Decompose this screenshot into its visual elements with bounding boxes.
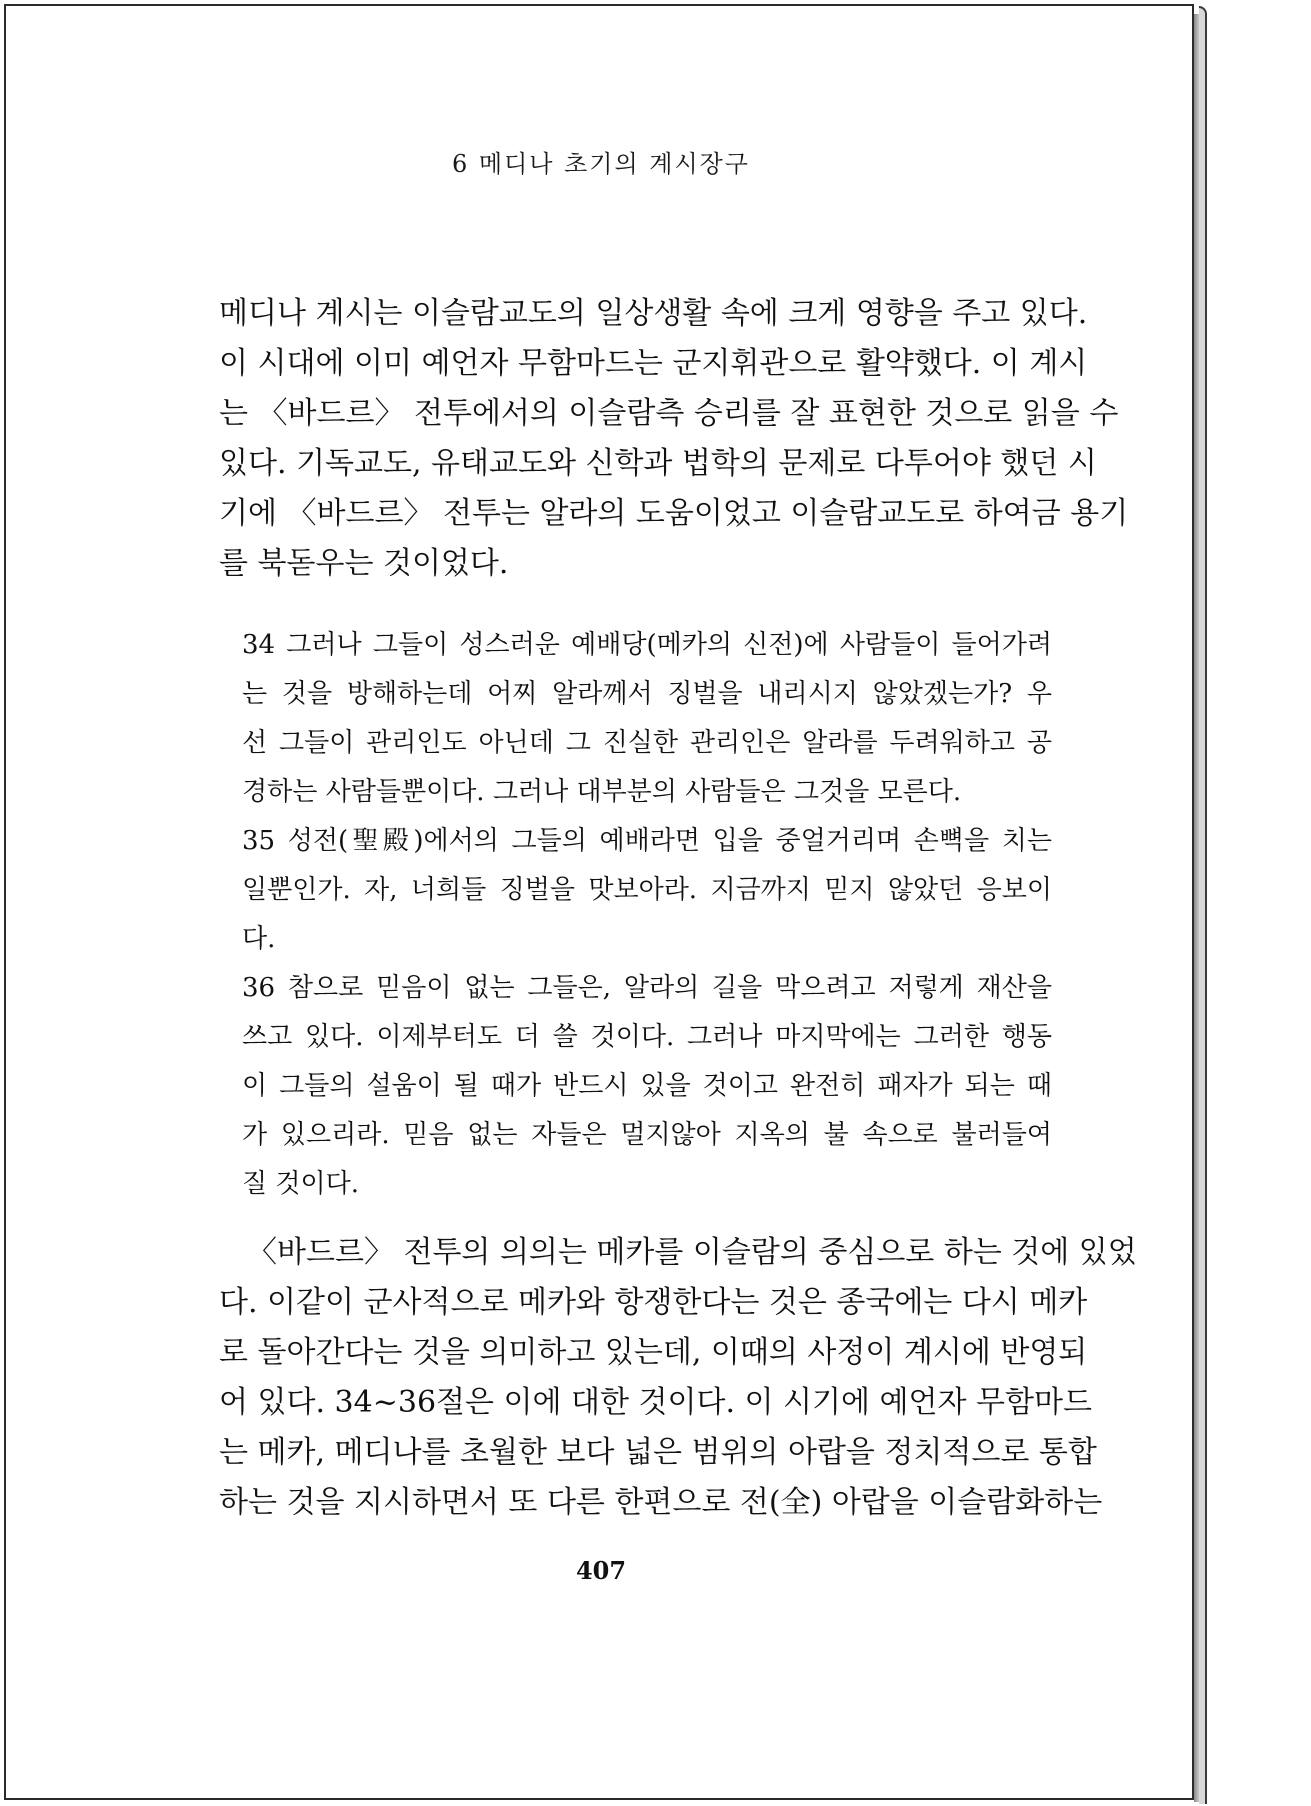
text-line: 다. 이같이 군사적으로 메카와 항쟁한다는 것은 종국에는 다시 메카: [219, 1285, 1088, 1320]
running-head: 6 메디나 초기의 계시장구: [452, 150, 750, 178]
page-curl-edge: [1199, 6, 1207, 1804]
text-line: 는 메카, 메디나를 초월한 보다 넓은 범위의 아랍을 정치적으로 통합: [219, 1435, 1097, 1470]
paragraph-1: [219, 289, 1129, 589]
text-line: 를 북돋우는 것이었다.: [219, 546, 509, 581]
page-number: 407: [575, 1556, 627, 1585]
verse-line: 34 그러나 그들이 성스러운 예배당(메카의 신전)에 사람들이 들어가려: [242, 630, 1052, 660]
text-line: 는 〈바드르〉 전투에서의 이슬람측 승리를 잘 표현한 것으로 읽을 수: [219, 396, 1119, 431]
verse-line: 일뿐인가. 자, 너희들 징벌을 맛보아라. 지금까지 믿지 않았던 응보이: [242, 875, 1052, 905]
text-line: 〈바드르〉 전투의 의의는 메카를 이슬람의 중심으로 하는 것에 있었: [247, 1235, 1137, 1270]
text-line: 메디나 계시는 이슬람교도의 일상생활 속에 크게 영향을 주고 있다.: [219, 296, 1088, 331]
verse-line: 35 성전(聖殿)에서의 그들의 예배라면 입을 중얼거리며 손뼉을 치는: [242, 826, 1052, 856]
text-line: 로 돌아간다는 것을 의미하고 있는데, 이때의 사정이 계시에 반영되: [219, 1335, 1088, 1370]
verse-line: 이 그들의 설움이 될 때가 반드시 있을 것이고 완전히 패자가 되는 때: [242, 1071, 1052, 1101]
verse-line: 다.: [242, 924, 276, 954]
verse-line: 경하는 사람들뿐이다. 그러나 대부분의 사람들은 그것을 모른다.: [242, 777, 962, 807]
verse-line: 는 것을 방해하는데 어찌 알라께서 징벌을 내리시지 않았겠는가? 우: [242, 679, 1052, 709]
verse-line: 선 그들이 관리인도 아닌데 그 진실한 관리인은 알라를 두려워하고 공: [242, 728, 1052, 758]
verse-line: 36 참으로 믿음이 없는 그들은, 알라의 길을 막으려고 저렇게 재산을: [242, 973, 1052, 1003]
verse-line: 가 있으리라. 믿음 없는 자들은 멀지않아 지옥의 불 속으로 불러들여: [242, 1120, 1052, 1150]
text-line: 어 있다. 34~36절은 이에 대한 것이다. 이 시기에 예언자 무함마드: [219, 1385, 1092, 1420]
book-page: [4, 4, 1194, 1800]
text-line: 기에 〈바드르〉 전투는 알라의 도움이었고 이슬람교도로 하여금 용기: [219, 496, 1129, 531]
verse-line: 질 것이다.: [242, 1169, 359, 1199]
text-line: 있다. 기독교도, 유태교도와 신학과 법학의 문제로 다투어야 했던 시: [219, 446, 1097, 481]
verse-line: 쓰고 있다. 이제부터도 더 쓸 것이다. 그러나 마지막에는 그러한 행동: [242, 1022, 1052, 1052]
paragraph-2: [219, 1228, 1137, 1528]
verse-block: [242, 621, 1052, 1209]
text-line: 하는 것을 지시하면서 또 다른 한편으로 전(全) 아랍을 이슬람화하는: [219, 1485, 1103, 1520]
text-line: 이 시대에 이미 예언자 무함마드는 군지휘관으로 활약했다. 이 계시: [219, 346, 1088, 381]
